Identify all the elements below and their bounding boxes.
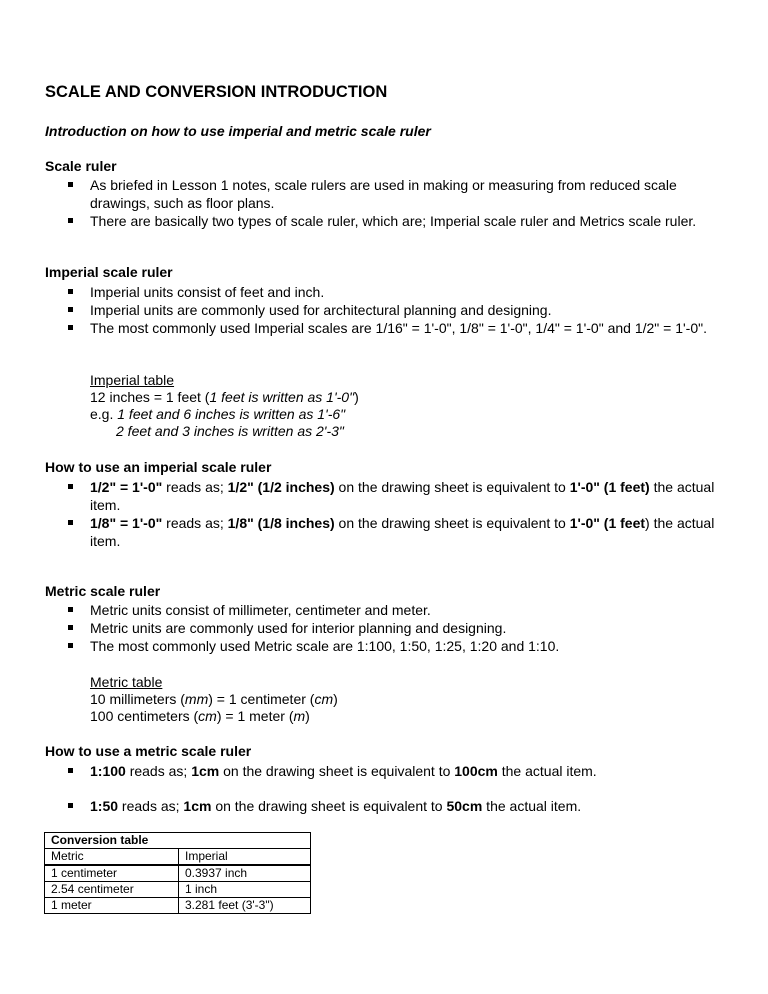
list-item: Imperial units are commonly used for architectural planning and designing. xyxy=(0,301,740,319)
imperial-table-block xyxy=(90,372,359,440)
imperial-howto-heading: How to use an imperial scale ruler xyxy=(45,459,272,475)
table-cell: 2.54 centimeter xyxy=(45,882,179,898)
page-subtitle: Introduction on how to use imperial and metric scale ruler xyxy=(45,123,431,139)
bullet-square-icon xyxy=(68,218,73,223)
bullet-square-icon xyxy=(68,325,73,330)
list-item: Imperial units consist of feet and inch. xyxy=(0,283,740,301)
list-item: 1:50 reads as; 1cm on the drawing sheet is equivalent to 50cm the actual item. xyxy=(0,797,740,815)
column-header-imperial: Imperial xyxy=(179,849,311,866)
scale-ruler-list xyxy=(0,176,740,230)
metric-table-block xyxy=(90,674,338,725)
bullet-square-icon xyxy=(68,520,73,525)
list-item: As briefed in Lesson 1 notes, scale rulers are used in making or measuring from reduced scale drawings, such as floor plans. xyxy=(0,176,740,212)
imperial-line-3: 2 feet and 3 inches is written as 2'-3" xyxy=(116,423,344,439)
imperial-table-label: Imperial table xyxy=(90,372,175,388)
imperial-heading: Imperial scale ruler xyxy=(45,264,173,280)
imperial-line-2: e.g. 1 feet and 6 inches is written as 1'-6" xyxy=(90,406,346,422)
bullet-square-icon xyxy=(68,289,73,294)
list-item: 1/2" = 1'-0" reads as; 1/2" (1/2 inches) on the drawing sheet is equivalent to 1'-0" (1 feet) the actual item. xyxy=(0,478,740,514)
bullet-square-icon xyxy=(68,484,73,489)
bullet-square-icon xyxy=(68,643,73,648)
metric-heading: Metric scale ruler xyxy=(45,583,161,599)
metric-table-label: Metric table xyxy=(90,674,163,690)
conversion-table-title: Conversion table xyxy=(45,833,311,849)
table-row xyxy=(45,882,311,898)
table-row xyxy=(45,898,311,914)
list-item: 1/8" = 1'-0" reads as; 1/8" (1/8 inches) on the drawing sheet is equivalent to 1'-0" (1 feet) the actual item. xyxy=(0,514,740,550)
table-cell: 0.3937 inch xyxy=(179,865,311,882)
metric-line-1: 10 millimeters (mm) = 1 centimeter (cm) xyxy=(90,691,338,707)
list-item: The most commonly used Metric scale are 1:100, 1:50, 1:25, 1:20 and 1:10. xyxy=(0,637,740,655)
imperial-list xyxy=(0,283,740,337)
table-cell: 1 meter xyxy=(45,898,179,914)
metric-line-2: 100 centimeters (cm) = 1 meter (m) xyxy=(90,708,310,724)
scale-ruler-heading: Scale ruler xyxy=(45,158,117,174)
metric-list xyxy=(0,601,740,655)
table-cell: 1 inch xyxy=(179,882,311,898)
list-item: Metric units consist of millimeter, centimeter and meter. xyxy=(0,601,740,619)
imperial-howto-list xyxy=(0,478,740,550)
metric-howto-heading: How to use a metric scale ruler xyxy=(45,743,252,759)
list-item: Metric units are commonly used for interior planning and designing. xyxy=(0,619,740,637)
column-header-metric: Metric xyxy=(45,849,179,866)
table-cell: 3.281 feet (3'-3") xyxy=(179,898,311,914)
table-header-row xyxy=(45,849,311,866)
table-row xyxy=(45,865,311,882)
list-item: 1:100 reads as; 1cm on the drawing sheet is equivalent to 100cm the actual item. xyxy=(0,762,740,780)
imperial-line-1: 12 inches = 1 feet (1 feet is written as 1'-0") xyxy=(90,389,359,405)
bullet-square-icon xyxy=(68,307,73,312)
bullet-square-icon xyxy=(68,803,73,808)
bullet-square-icon xyxy=(68,768,73,773)
list-spacer xyxy=(0,780,740,797)
bullet-square-icon xyxy=(68,607,73,612)
page-title: SCALE AND CONVERSION INTRODUCTION xyxy=(45,83,388,101)
table-cell: 1 centimeter xyxy=(45,865,179,882)
table-title-row xyxy=(45,833,311,849)
bullet-square-icon xyxy=(68,182,73,187)
list-item: There are basically two types of scale ruler, which are; Imperial scale ruler and Metrics scale ruler. xyxy=(0,212,740,230)
conversion-table xyxy=(44,832,311,914)
metric-howto-list xyxy=(0,762,740,815)
list-item: The most commonly used Imperial scales are 1/16" = 1'-0", 1/8" = 1'-0", 1/4" = 1'-0" and 1/2" = 1'-0". xyxy=(0,319,740,337)
bullet-square-icon xyxy=(68,625,73,630)
